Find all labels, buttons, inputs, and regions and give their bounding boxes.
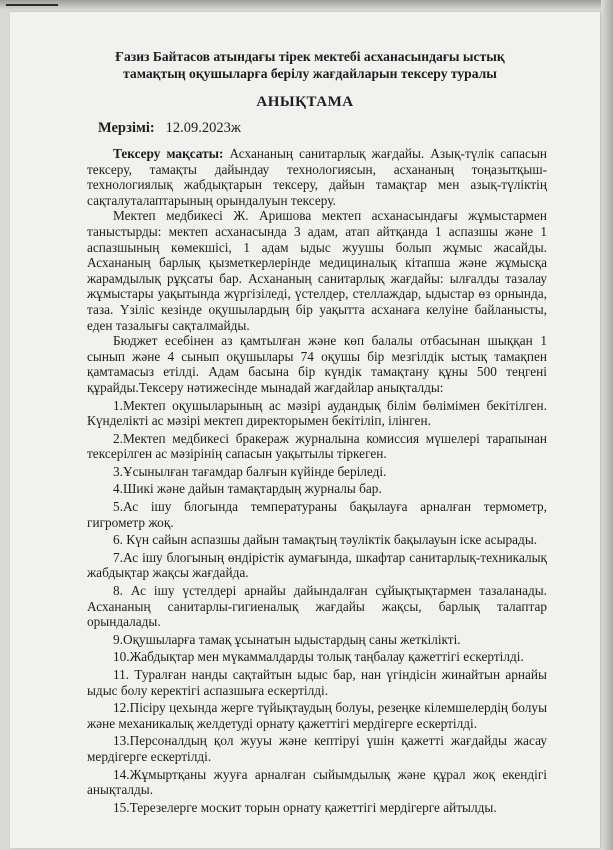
list-item: 6. Күн сайын аспазшы дайын тамақтың тәуліктік бақылауын іске асырады. xyxy=(113,532,538,548)
scan-edge-right xyxy=(601,0,613,850)
list-item: 5.Ас ішу блогында температураны бақылауға арналған термометр, гигрометр жоқ. xyxy=(87,499,547,530)
list-item: 12.Пісіру цехында жерге түйықтаудың болуы, резеңке кілемшелердің болуы және механикалық желдетуді орнату қажеттігі мердігерге ескертілді. xyxy=(87,700,547,731)
date-line xyxy=(98,120,241,137)
document-title xyxy=(90,48,530,82)
title-line-2: тамақтың оқушыларға берілу жағдайларын тексеру туралы xyxy=(123,66,497,81)
list-item: 11. Туралған нанды сақтайтын ыдыс бар, нан үгіндісін жинайтын арнайы ыдыс болу керектігі аспазшыға ескертілді. xyxy=(87,667,547,698)
list-item: 3.Ұсынылған тағамдар балғын күйінде беріледі. xyxy=(113,463,387,479)
list-item: 13.Персоналдың қол жууы және кептіруі үшін қажетті жағдайды жасау мердігерге ескертілді. xyxy=(87,733,547,764)
scan-edge-top xyxy=(0,0,613,10)
title-line-1: Ғазиз Байтасов атындағы тірек мектебі асханасындағы ыстық xyxy=(115,49,505,64)
document-page xyxy=(10,12,600,848)
list-item: 1.Мектеп оқушыларының ас мәзірі аудандық білім бөлімімен бекітілген. Күнделікті ас мәзірі мектеп директорымен бекітіліп, ілінген. xyxy=(87,397,547,429)
document-heading: АНЫҚТАМА xyxy=(256,94,354,110)
list-item: 14.Жұмыртқаны жууға арналған сыйымдылық және құрал жоқ екендігі анықталды. xyxy=(87,766,547,798)
list-item: 7.Ас ішу блогының өндірістік аумағында, шкафтар санитарлық-техникалық жабдықтар жақсы жағдайда. xyxy=(87,549,547,581)
list-item: 4.Шикі және дайын тамақтардың журналы бар. xyxy=(113,481,382,497)
budget-paragraph: Бюджет есебінен аз қамтылған және көп балалы отбасынан шыққан 1 сынып және 4 сынып оқушылары 74 оқушы бір мезгілдік ыстық тамақпен қамтамасыз етілді. Адам басына бір күндік тамақтану құны 500 теңгені құрайды.Тексеру нәтижесінде мынадай жағдайлар анықталды: xyxy=(87,333,547,395)
list-item: 8. Ас ішу үстелдері арнайы дайындалған сұйықтықтармен тазаланады. Асхананың санитарлы-гигиеналық жағдайы жақсы, барлық талаптар орындалады. xyxy=(87,583,547,630)
document-body xyxy=(87,146,547,815)
list-item: 2.Мектеп медбикесі бракераж журналына комиссия мүшелері тарапынан тексерілген ас мәзірінің сапасын уақытылы тіркеген. xyxy=(87,430,547,462)
staff-paragraph: Мектеп медбикесі Ж. Аришова мектеп асханасындағы жұмыстармен таныстырды: мектеп асханасында 3 адам, атап айтқанда 1 аспазшы және 1 аспазшының көмекшісі, 1 адам ыдыс жуушы болып жұмыс жасайды. Асхананың барлық қызметкерлерінде медициналық кітапша және жұмысқа жарамдылық рұқсаты бар. Асхананың санитарлық жағдайы: ылғалды тазалау жұмыстары уақытында жүргізіледі, үстелдер, стеллаждар, ыдыстар өз орнында, таза. Үзіліс кезінде оқушылардың бір уақытта асханаға келуіне байланысты, еден тазалығы сақталмайды. xyxy=(87,208,547,333)
list-item: 15.Терезелерге москит торын орнату қажеттігі мердігерге айтылды. xyxy=(113,799,497,815)
scan-mark xyxy=(6,4,58,6)
date-label: Мерзімі: xyxy=(98,120,155,136)
purpose-paragraph xyxy=(87,146,547,208)
date-value: 12.09.2023ж xyxy=(165,120,241,136)
purpose-text: Асхананың санитарлық жағдайы. Азық-түлік сапасын тексеру, тамақты дайындау технологиясын, асхананың тоңазытқыш-технологиялық жабдықтарын тексеру, дайын тамақтар мен азық-түліктің сақталуталаптарының орындалуын тексеру. xyxy=(87,146,547,208)
list-item: 9.Оқушыларға тамақ ұсынатын ыдыстардың саны жеткілікті. xyxy=(113,631,461,647)
purpose-label: Тексеру мақсаты: xyxy=(113,146,224,161)
list-item: 10.Жабдықтар мен мүкаммалдарды толық таңбалау қажеттігі ескертілді. xyxy=(113,649,524,665)
